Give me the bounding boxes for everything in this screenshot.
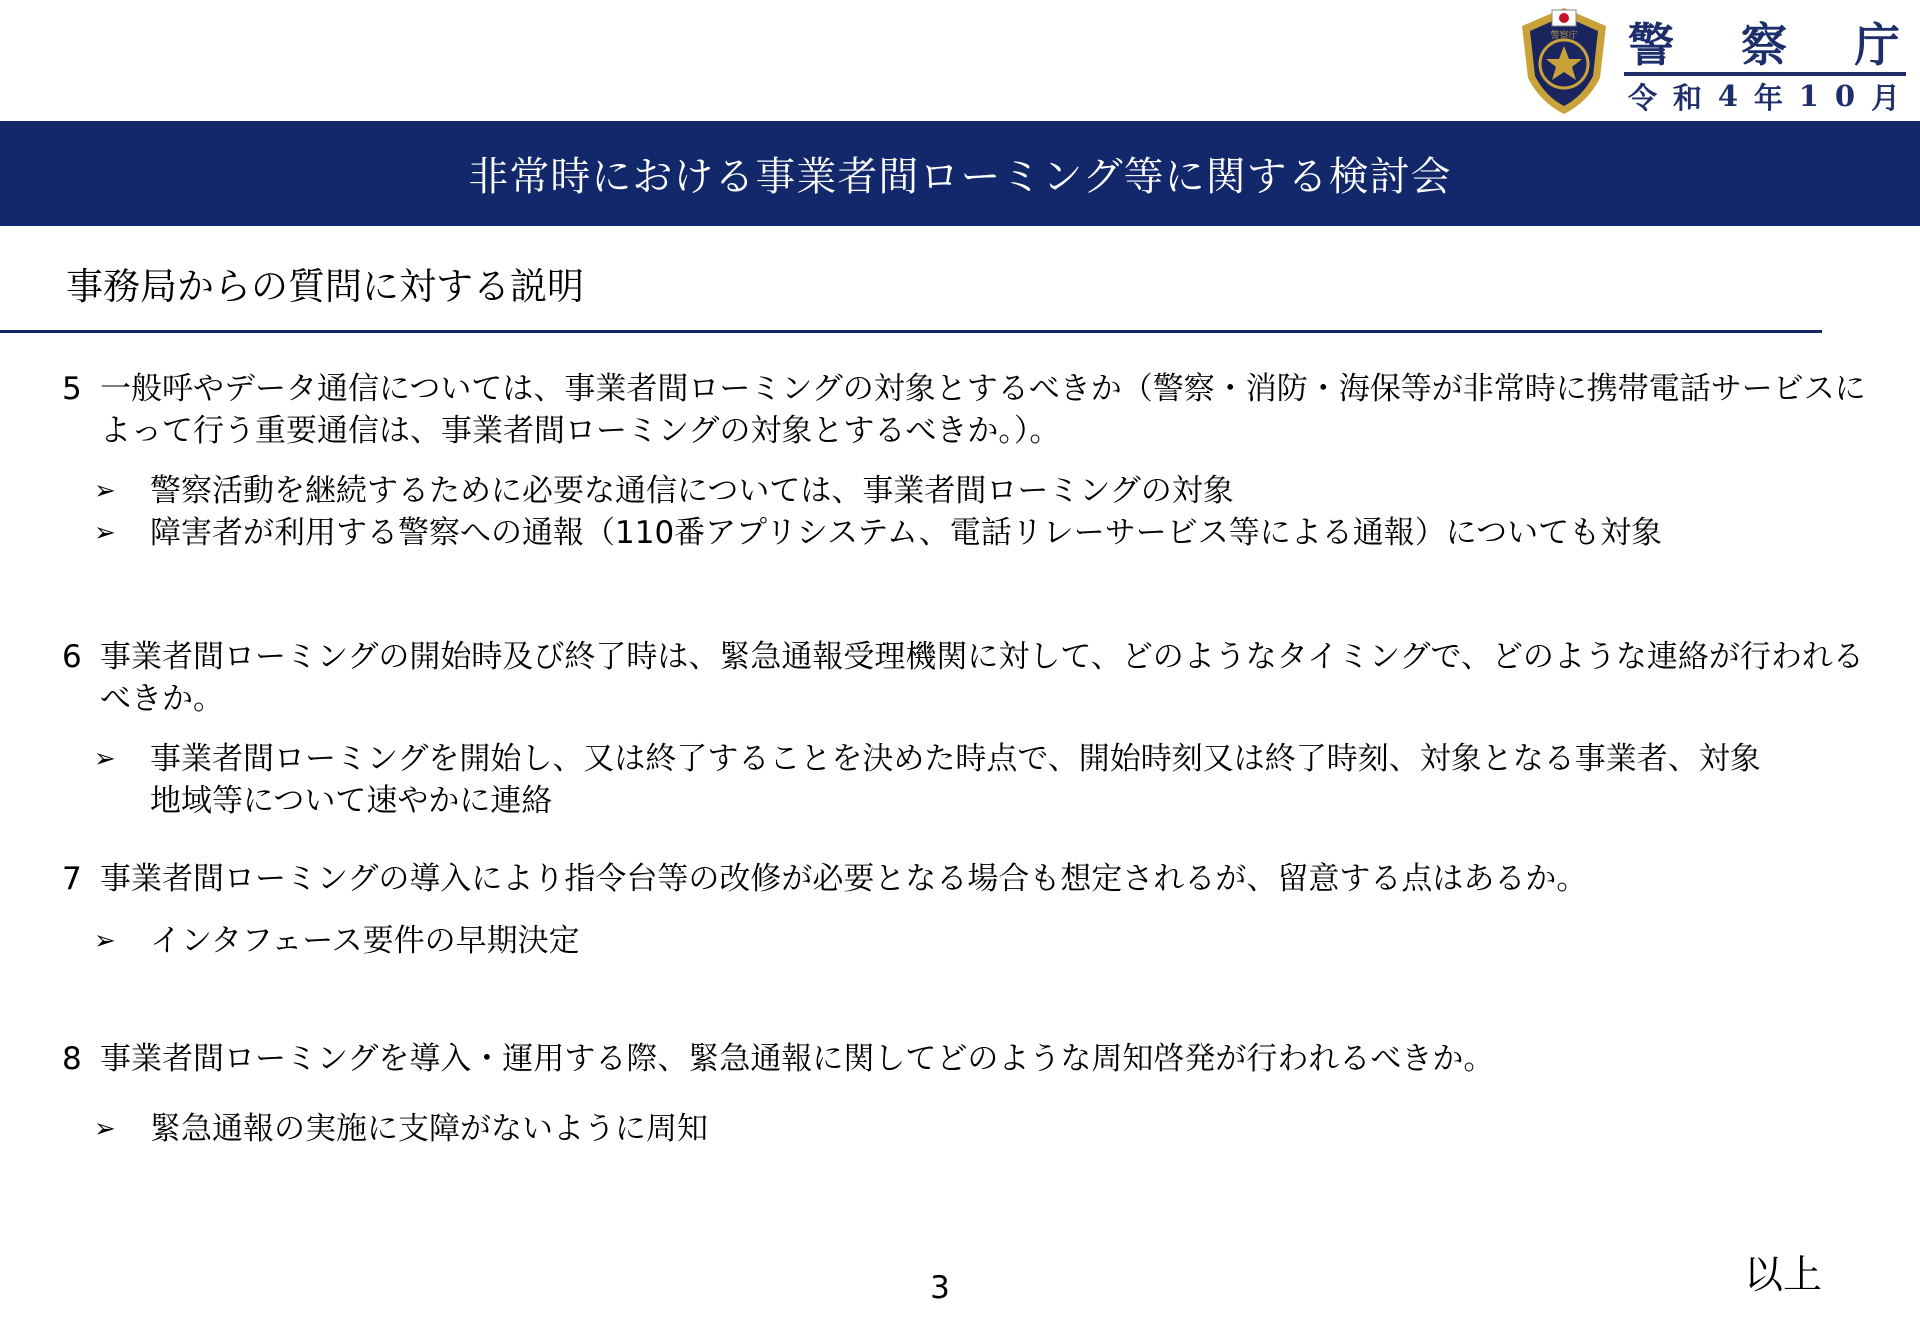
answer-text: 障害者が利用する警察への通報（110番アプリシステム、電話リレーサービス等による通報）についても対象 <box>150 515 1663 551</box>
answer-text: インタフェース要件の早期決定 <box>150 923 580 959</box>
answer-item <box>94 470 1794 512</box>
bullet-arrow-icon: ➢ <box>94 926 116 956</box>
bullet-arrow-icon: ➢ <box>94 1114 116 1144</box>
answer-item <box>94 920 1794 962</box>
date-char: 月 <box>1870 80 1900 115</box>
title-banner <box>0 121 1920 226</box>
question-text: 事業者間ローミングを導入・運用する際、緊急通報に関してどのような周知啓発が行われるべきか。 <box>100 1041 1495 1077</box>
bullet-arrow-icon: ➢ <box>94 476 116 506</box>
org-name-char: 警 <box>1628 18 1674 72</box>
date-char: 1 <box>1798 79 1819 113</box>
answer-item <box>94 1108 1794 1150</box>
document-date <box>1628 78 1900 114</box>
answer-text: 警察活動を継続するために必要な通信については、事業者間ローミングの対象 <box>150 473 1234 509</box>
question-item <box>62 1038 1852 1080</box>
question-number: 8 <box>62 1041 82 1077</box>
bullet-arrow-icon: ➢ <box>94 744 116 774</box>
section-subtitle: 事務局からの質問に対する説明 <box>66 265 584 308</box>
subtitle-rule <box>0 330 1822 333</box>
bullet-arrow-icon: ➢ <box>94 518 116 548</box>
question-item <box>62 636 1890 720</box>
date-char: 和 <box>1672 80 1702 115</box>
question-item <box>62 858 1852 900</box>
page-number: 3 <box>930 1270 950 1306</box>
answer-text: 緊急通報の実施に支障がないように周知 <box>150 1111 708 1147</box>
date-char: 4 <box>1717 79 1738 113</box>
question-text: 一般呼やデータ通信については、事業者間ローミングの対象とするべきか（警察・消防・海保等が非常時に携帯電話サービスによって行う重要通信は、事業者間ローミングの対象とするべきか。）。 <box>100 371 1866 449</box>
answer-item <box>94 738 1794 822</box>
question-number: 6 <box>62 639 82 675</box>
page-title: 非常時における事業者間ローミング等に関する検討会 <box>468 154 1452 200</box>
org-name-char: 庁 <box>1854 18 1900 72</box>
question-item <box>62 368 1890 452</box>
date-char: 年 <box>1753 80 1783 115</box>
question-text: 事業者間ローミングの導入により指令台等の改修が必要となる場合も想定されるが、留意する点はあるか。 <box>100 861 1588 897</box>
question-text: 事業者間ローミングの開始時及び終了時は、緊急通報受理機関に対して、どのようなタイミングで、どのような連絡が行われるべきか。 <box>100 639 1864 717</box>
organization-name <box>1628 14 1900 70</box>
police-emblem-logo <box>1516 6 1612 116</box>
closing-mark: 以上 <box>1744 1253 1823 1298</box>
svg-text:警察庁: 警察庁 <box>1550 31 1578 41</box>
question-number: 5 <box>62 371 82 407</box>
answer-text: 事業者間ローミングを開始し、又は終了することを決めた時点で、開始時刻又は終了時刻、対象となる事業者、対象地域等について速やかに連絡 <box>150 741 1761 819</box>
question-number: 7 <box>62 861 82 897</box>
date-char: 令 <box>1628 80 1658 115</box>
org-name-char: 察 <box>1741 18 1787 72</box>
date-char: 0 <box>1834 79 1856 113</box>
answer-item <box>94 512 1794 554</box>
